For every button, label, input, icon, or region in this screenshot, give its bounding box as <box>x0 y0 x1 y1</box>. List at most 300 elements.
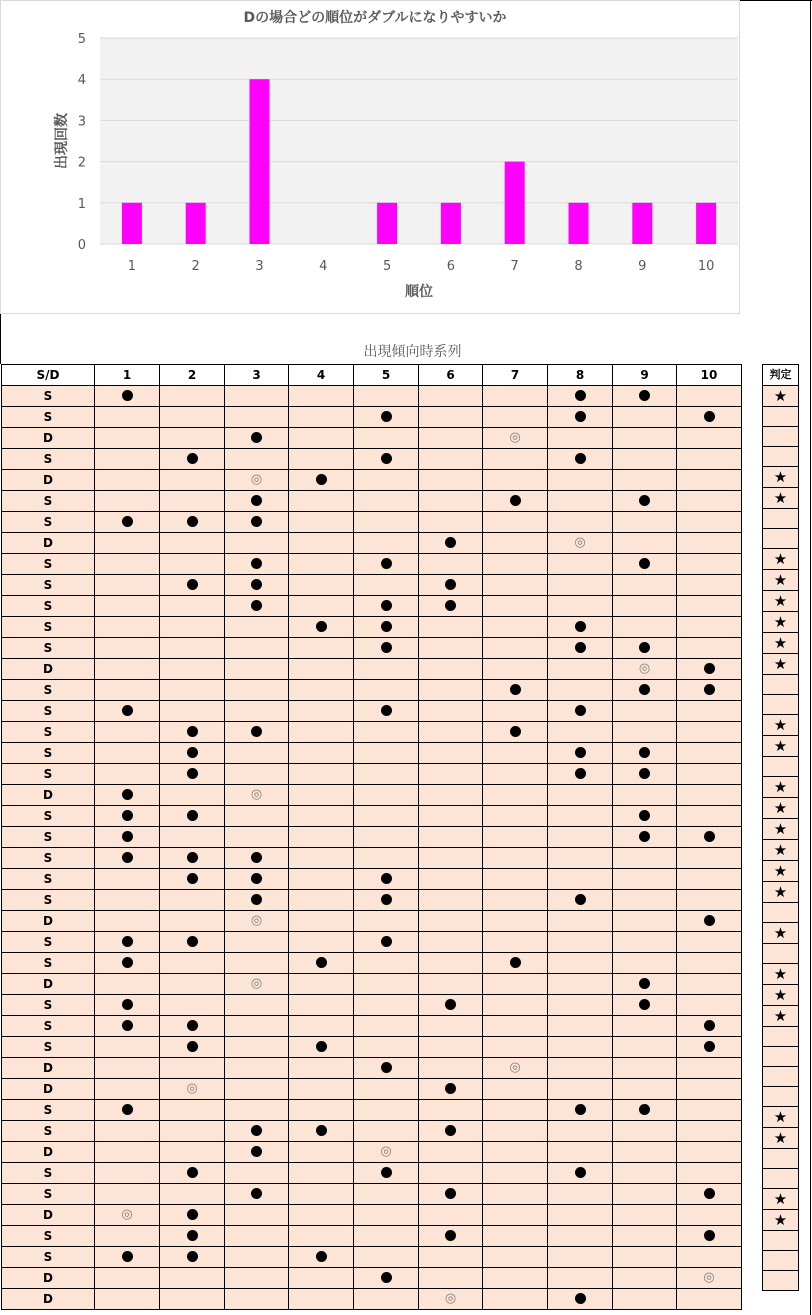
rank-cell <box>95 680 160 701</box>
judge-cell <box>763 529 799 549</box>
judge-cell <box>763 1149 799 1169</box>
rank-cell <box>225 428 289 449</box>
rank-cell <box>548 701 613 722</box>
single-mark <box>381 1062 392 1073</box>
bar-5 <box>377 203 397 244</box>
rank-cell <box>160 470 225 491</box>
rank-cell <box>483 554 548 575</box>
chart-panel <box>0 0 740 314</box>
rank-cell <box>548 995 613 1016</box>
rank-cell <box>613 638 677 659</box>
single-mark <box>575 894 586 905</box>
rank-cell <box>289 1184 354 1205</box>
judge-row <box>763 861 799 882</box>
rank-cell <box>95 1100 160 1121</box>
table-row <box>2 1016 742 1037</box>
rank-cell <box>548 1142 613 1163</box>
rank-cell <box>677 1289 742 1310</box>
rank-cell <box>160 491 225 512</box>
single-mark <box>122 852 133 863</box>
judge-row <box>763 695 799 715</box>
rank-cell <box>419 680 483 701</box>
table-row <box>2 1289 742 1310</box>
table-row <box>2 386 742 407</box>
sd-cell: S <box>2 491 95 512</box>
rank-cell <box>160 827 225 848</box>
rank-cell <box>160 1226 225 1247</box>
rank-cell <box>95 932 160 953</box>
table-row <box>2 533 742 554</box>
single-mark <box>381 411 392 422</box>
rank-cell <box>354 659 419 680</box>
double-mark: ◎ <box>703 1270 715 1285</box>
rank-cell <box>289 911 354 932</box>
table-row <box>2 932 742 953</box>
rank-cell <box>419 1268 483 1289</box>
rank-cell <box>160 659 225 680</box>
rank-cell <box>613 491 677 512</box>
bar-8 <box>569 203 589 244</box>
single-mark <box>381 705 392 716</box>
single-mark <box>122 999 133 1010</box>
rank-cell <box>160 512 225 533</box>
header-rank-4: 4 <box>289 365 354 386</box>
rank-cell <box>95 1058 160 1079</box>
rank-cell <box>354 1058 419 1079</box>
rank-cell <box>289 1058 354 1079</box>
rank-cell <box>548 743 613 764</box>
rank-cell <box>483 1268 548 1289</box>
single-mark <box>639 1104 650 1115</box>
judge-cell <box>763 1251 799 1271</box>
rank-cell <box>225 764 289 785</box>
table-row <box>2 806 742 827</box>
judge-row <box>763 509 799 529</box>
single-mark <box>187 747 198 758</box>
x-tick-label: 10 <box>697 259 715 274</box>
sd-cell: S <box>2 848 95 869</box>
rank-cell <box>548 659 613 680</box>
rank-cell <box>225 1289 289 1310</box>
rank-cell <box>160 617 225 638</box>
rank-cell <box>225 848 289 869</box>
sd-cell: S <box>2 449 95 470</box>
judge-cell <box>763 509 799 529</box>
rank-cell <box>225 449 289 470</box>
judge-row <box>763 819 799 840</box>
rank-cell <box>95 1226 160 1247</box>
judge-cell <box>763 1087 799 1107</box>
rank-cell <box>548 1289 613 1310</box>
rank-cell <box>483 1163 548 1184</box>
rank-cell <box>613 1121 677 1142</box>
single-mark <box>122 1251 133 1262</box>
rank-cell <box>419 1058 483 1079</box>
rank-cell <box>225 1205 289 1226</box>
header-sd: S/D <box>2 365 95 386</box>
rank-cell <box>225 1142 289 1163</box>
rank-cell <box>548 764 613 785</box>
rank-cell <box>289 890 354 911</box>
table-row <box>2 449 742 470</box>
rank-cell <box>483 848 548 869</box>
rank-cell <box>95 1121 160 1142</box>
table-row <box>2 953 742 974</box>
rank-cell <box>160 533 225 554</box>
rank-cell <box>95 974 160 995</box>
rank-cell <box>95 1016 160 1037</box>
rank-cell <box>419 764 483 785</box>
rank-cell <box>289 764 354 785</box>
rank-cell <box>548 1184 613 1205</box>
judge-row <box>763 1107 799 1128</box>
rank-cell <box>613 1247 677 1268</box>
sd-cell: D <box>2 1058 95 1079</box>
rank-cell <box>677 1058 742 1079</box>
single-mark <box>445 579 456 590</box>
rank-cell <box>613 449 677 470</box>
rank-cell <box>95 554 160 575</box>
trend-table <box>1 364 742 1310</box>
rank-cell <box>160 953 225 974</box>
rank-cell <box>548 953 613 974</box>
sd-cell: S <box>2 1163 95 1184</box>
rank-cell <box>613 1016 677 1037</box>
rank-cell <box>677 974 742 995</box>
rank-cell <box>419 1100 483 1121</box>
judge-row <box>763 1027 799 1047</box>
rank-cell <box>483 470 548 491</box>
rank-cell <box>160 575 225 596</box>
rank-cell <box>289 869 354 890</box>
table-row <box>2 491 742 512</box>
rank-cell <box>225 407 289 428</box>
rank-cell <box>419 848 483 869</box>
rank-cell <box>677 869 742 890</box>
rank-cell <box>613 806 677 827</box>
rank-cell <box>160 1142 225 1163</box>
judge-cell: ★ <box>763 715 799 736</box>
rank-cell <box>613 848 677 869</box>
rank-cell <box>95 869 160 890</box>
rank-cell <box>160 1289 225 1310</box>
rank-cell <box>677 680 742 701</box>
rank-cell <box>289 407 354 428</box>
rank-cell <box>419 659 483 680</box>
rank-cell <box>677 659 742 680</box>
judge-row <box>763 798 799 819</box>
header-rank-8: 8 <box>548 365 613 386</box>
rank-cell <box>289 512 354 533</box>
judge-row <box>763 386 799 407</box>
rank-cell <box>160 974 225 995</box>
rank-cell <box>677 512 742 533</box>
rank-cell <box>613 1205 677 1226</box>
single-mark <box>575 1293 586 1304</box>
rank-cell <box>225 869 289 890</box>
rank-cell <box>548 722 613 743</box>
table-row <box>2 1100 742 1121</box>
judge-cell: ★ <box>763 1128 799 1149</box>
rank-cell <box>289 596 354 617</box>
table-header-row <box>2 365 742 386</box>
double-mark: ◎ <box>574 535 586 550</box>
rank-cell <box>613 512 677 533</box>
rank-cell <box>95 743 160 764</box>
rank-cell <box>419 449 483 470</box>
single-mark <box>381 453 392 464</box>
single-mark <box>381 894 392 905</box>
single-mark <box>122 957 133 968</box>
single-mark <box>251 600 262 611</box>
rank-cell <box>354 911 419 932</box>
sd-cell: S <box>2 701 95 722</box>
table-row <box>2 1079 742 1100</box>
rank-cell <box>548 575 613 596</box>
judge-cell: ★ <box>763 488 799 509</box>
judge-row <box>763 1149 799 1169</box>
rank-cell <box>354 1226 419 1247</box>
rank-cell <box>160 1121 225 1142</box>
judge-row <box>763 985 799 1006</box>
header-rank-9: 9 <box>613 365 677 386</box>
y-tick-label: 5 <box>77 32 86 47</box>
rank-cell <box>419 1121 483 1142</box>
rank-cell <box>225 512 289 533</box>
rank-cell <box>225 974 289 995</box>
single-mark <box>445 600 456 611</box>
sd-cell: S <box>2 1184 95 1205</box>
rank-cell <box>289 806 354 827</box>
rank-cell <box>160 554 225 575</box>
header-rank-1: 1 <box>95 365 160 386</box>
rank-cell <box>483 785 548 806</box>
double-mark: ◎ <box>250 787 263 802</box>
rank-cell <box>613 407 677 428</box>
single-mark <box>187 1020 198 1031</box>
rank-cell <box>419 1079 483 1100</box>
table-row <box>2 638 742 659</box>
rank-cell <box>419 554 483 575</box>
rank-cell <box>483 428 548 449</box>
rank-cell <box>548 1226 613 1247</box>
judge-cell <box>763 447 799 467</box>
single-mark <box>381 936 392 947</box>
judge-cell: ★ <box>763 1210 799 1231</box>
judge-row <box>763 923 799 944</box>
rank-cell <box>354 848 419 869</box>
single-mark <box>704 684 715 695</box>
rank-cell <box>419 1163 483 1184</box>
x-axis-title: 順位 <box>405 284 433 300</box>
rank-cell <box>548 428 613 449</box>
judge-cell: ★ <box>763 591 799 612</box>
rank-cell <box>354 1247 419 1268</box>
rank-cell <box>160 701 225 722</box>
rank-cell <box>548 1058 613 1079</box>
rank-cell <box>677 386 742 407</box>
rank-cell <box>483 449 548 470</box>
single-mark <box>381 621 392 632</box>
judge-cell: ★ <box>763 1189 799 1210</box>
header-rank-6: 6 <box>419 365 483 386</box>
rank-cell <box>677 491 742 512</box>
rank-cell <box>354 764 419 785</box>
judge-cell: ★ <box>763 386 799 407</box>
rank-cell <box>354 785 419 806</box>
rank-cell <box>548 848 613 869</box>
single-mark <box>187 453 198 464</box>
rank-cell <box>419 1016 483 1037</box>
rank-cell <box>225 932 289 953</box>
rank-cell <box>225 701 289 722</box>
rank-cell <box>613 890 677 911</box>
rank-cell <box>160 596 225 617</box>
rank-cell <box>548 554 613 575</box>
judge-cell <box>763 1169 799 1189</box>
rank-cell <box>483 722 548 743</box>
rank-cell <box>548 1163 613 1184</box>
rank-cell <box>95 470 160 491</box>
sd-cell: S <box>2 617 95 638</box>
rank-cell <box>289 470 354 491</box>
judge-cell <box>763 695 799 715</box>
rank-cell <box>548 680 613 701</box>
judge-cell: ★ <box>763 1006 799 1027</box>
rank-cell <box>354 1079 419 1100</box>
double-mark: ◎ <box>250 913 263 928</box>
single-mark <box>704 1230 715 1241</box>
bar-2 <box>186 203 206 244</box>
rank-cell <box>419 407 483 428</box>
judge-cell: ★ <box>763 654 799 675</box>
table-row <box>2 470 742 491</box>
single-mark <box>381 600 392 611</box>
rank-cell <box>613 995 677 1016</box>
rank-cell <box>225 386 289 407</box>
rank-cell <box>483 617 548 638</box>
rank-cell <box>95 911 160 932</box>
judge-row <box>763 964 799 985</box>
rank-cell <box>419 743 483 764</box>
rank-cell <box>95 722 160 743</box>
rank-cell <box>354 1184 419 1205</box>
rank-cell <box>613 1058 677 1079</box>
judge-cell: ★ <box>763 1107 799 1128</box>
rank-cell <box>95 953 160 974</box>
single-mark <box>704 411 715 422</box>
single-mark <box>575 768 586 779</box>
rank-cell <box>354 1268 419 1289</box>
single-mark <box>445 537 456 548</box>
rank-cell <box>677 533 742 554</box>
judge-row <box>763 447 799 467</box>
sd-cell: S <box>2 680 95 701</box>
single-mark <box>510 957 521 968</box>
header-rank-3: 3 <box>225 365 289 386</box>
single-mark <box>445 1188 456 1199</box>
rank-cell <box>289 995 354 1016</box>
single-mark <box>381 558 392 569</box>
rank-cell <box>613 785 677 806</box>
rank-cell <box>613 596 677 617</box>
sd-cell: S <box>2 743 95 764</box>
single-mark <box>187 936 198 947</box>
judge-cell <box>763 1067 799 1087</box>
rank-cell <box>160 869 225 890</box>
rank-cell <box>483 491 548 512</box>
rank-cell <box>677 1142 742 1163</box>
rank-cell <box>483 680 548 701</box>
header-rank-10: 10 <box>677 365 742 386</box>
rank-cell <box>483 407 548 428</box>
rank-cell <box>354 1163 419 1184</box>
rank-cell <box>160 428 225 449</box>
rank-cell <box>613 764 677 785</box>
judge-row <box>763 1169 799 1189</box>
single-mark <box>122 810 133 821</box>
table-row <box>2 1205 742 1226</box>
rank-cell <box>483 1226 548 1247</box>
rank-cell <box>677 890 742 911</box>
table-row <box>2 785 742 806</box>
rank-cell <box>548 1079 613 1100</box>
single-mark <box>381 1167 392 1178</box>
single-mark <box>187 852 198 863</box>
rank-cell <box>548 1016 613 1037</box>
rank-cell <box>419 1037 483 1058</box>
sd-cell: D <box>2 1079 95 1100</box>
rank-cell <box>483 575 548 596</box>
y-tick-label: 0 <box>77 238 86 253</box>
judge-cell: ★ <box>763 923 799 944</box>
rank-cell <box>160 764 225 785</box>
rank-cell <box>95 806 160 827</box>
rank-cell <box>677 785 742 806</box>
x-tick-label: 5 <box>382 259 392 274</box>
rank-cell <box>95 428 160 449</box>
judge-row <box>763 1047 799 1067</box>
rank-cell <box>419 869 483 890</box>
single-mark <box>187 1041 198 1052</box>
table-row <box>2 701 742 722</box>
rank-cell <box>483 659 548 680</box>
table-row <box>2 827 742 848</box>
rank-cell <box>677 806 742 827</box>
single-mark <box>251 894 262 905</box>
rank-cell <box>160 890 225 911</box>
rank-cell <box>225 1037 289 1058</box>
rank-cell <box>548 911 613 932</box>
single-mark <box>510 495 521 506</box>
rank-cell <box>677 1037 742 1058</box>
rank-cell <box>677 638 742 659</box>
judge-cell: ★ <box>763 798 799 819</box>
sd-cell: S <box>2 764 95 785</box>
rank-cell <box>483 596 548 617</box>
table-row <box>2 1184 742 1205</box>
judge-cell: ★ <box>763 736 799 757</box>
rank-cell <box>160 848 225 869</box>
rank-cell <box>289 575 354 596</box>
rank-cell <box>354 1205 419 1226</box>
rank-cell <box>419 701 483 722</box>
single-mark <box>187 1251 198 1262</box>
rank-cell <box>483 1184 548 1205</box>
table-row <box>2 890 742 911</box>
rank-cell <box>419 1142 483 1163</box>
rank-cell <box>483 743 548 764</box>
